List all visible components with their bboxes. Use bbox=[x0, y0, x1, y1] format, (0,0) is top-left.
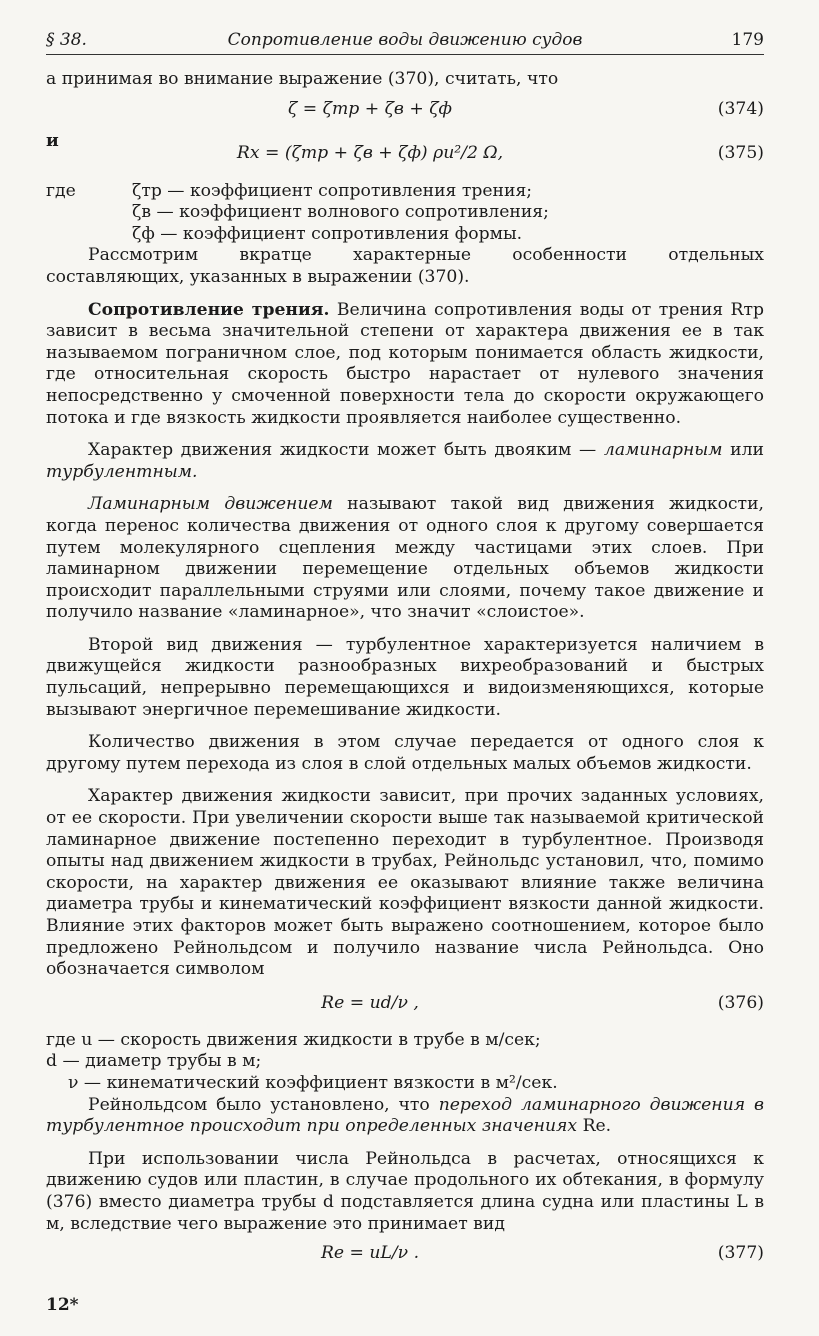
body-text bbox=[46, 69, 764, 1267]
equation-number: (376) bbox=[717, 992, 764, 1013]
equation-376 bbox=[46, 983, 764, 1019]
emphasis: Ламинарным движением bbox=[88, 494, 333, 515]
equation-number: (374) bbox=[717, 98, 764, 119]
definition-item: ζв — коэффициент волнового сопротивления; bbox=[132, 202, 549, 223]
definition-item: ζтр — коэффициент сопротивления трения; bbox=[132, 180, 533, 201]
emphasis: переход ламинарного движения в турбулентное происходит при определенных значениях bbox=[46, 1094, 764, 1137]
definition-item: ν — кинематический коэффициент вязкости в м²/сек. bbox=[68, 1072, 558, 1093]
paragraph-text: Re. bbox=[582, 1116, 612, 1137]
page bbox=[46, 30, 764, 1320]
page-number: 179 bbox=[731, 30, 764, 50]
equation-number: (377) bbox=[717, 1243, 764, 1264]
equation-formula: ζ = ζтр + ζв + ζф bbox=[287, 98, 452, 119]
paragraph: Характер движения жидкости зависит, при прочих заданных условиях, от ее скорости. При увеличении скорости выше так называемой критической ламинарное движение постепенно переходит в турбулентное. Производя опыты над движением жидкости в трубах, Рейнольдс установил, что, помимо скорости, на характер движения ее оказывают влияние также величина диаметра трубы и кинематический коэффициент вязкости данной жидкости. Влияние этих факторов может быть выражено соотношением, которое было предложено Рейнольдсом и получило название числа Рейнольдса. Оно обозначается символом bbox=[46, 786, 764, 980]
definition-item: ζф — коэффициент сопротивления формы. bbox=[132, 223, 523, 244]
paragraph bbox=[46, 1095, 764, 1138]
paragraph bbox=[46, 494, 764, 624]
definition-item: d — диаметр трубы в м; bbox=[46, 1051, 262, 1072]
definitions-list bbox=[46, 181, 764, 246]
paragraph-text: называют такой вид движения жидкости, когда перенос количества движения от одного слоя к другому совершается путем молекулярного сцепления между частицами этих слоев. При ламинарном движении перемещение отдельных объемов жидкости происходит параллельными струями или слоями, почему такое движение и получило название «ламинарное», что значит «слоистое». bbox=[46, 494, 764, 623]
section-number: § 38. bbox=[46, 30, 87, 50]
paragraph: При использовании числа Рейнольдса в расчетах, относящихся к движению судов или пластин, в случае продольного их обтекания, в формулу (376) вместо диаметра трубы d подставляется длина судна или пластины L в м, вследствие чего выражение это принимает вид bbox=[46, 1148, 764, 1234]
paragraph-text: Характер движения жидкости может быть двояким — bbox=[88, 440, 597, 461]
paragraph-text: Величина сопротивления воды от трения Rтр зависит в весьма значительной степени от характера движения ее в так называемом пограничном слое, под которым понимается область жидкости, где относительная скорость быстро нарастает от нулевого значения непосредственно у смоченной поверхности тела до скорости окружающего потока и где вязкость жидкости проявляется наиболее существенно. bbox=[46, 299, 765, 428]
conjunction: и bbox=[46, 130, 59, 151]
printer-signature: 12* bbox=[46, 1295, 79, 1315]
page-header bbox=[46, 30, 764, 55]
equation-375 bbox=[46, 125, 764, 163]
equation-formula: Re = uL/ν . bbox=[320, 1243, 420, 1264]
paragraph: Количество движения в этом случае передается от одного слоя к другому путем перехода из слоя в слой отдельных малых объемов жидкости. bbox=[46, 732, 764, 774]
paragraph bbox=[46, 300, 764, 430]
section-heading: Сопротивление трения. bbox=[88, 299, 330, 320]
paragraph-text: Рейнольдсом было установлено, что bbox=[88, 1094, 430, 1115]
intro-line: а принимая во внимание выражение (370), считать, что bbox=[46, 69, 559, 89]
where-word: где bbox=[46, 180, 76, 201]
equation-formula: Re = ud/ν , bbox=[321, 992, 419, 1013]
equation-374 bbox=[46, 93, 764, 123]
equation-formula: Rx = (ζтр + ζв + ζф) ρu²/2 Ω, bbox=[236, 142, 504, 163]
paragraph: Второй вид движения — турбулентное характеризуется наличием в движущейся жидкости разнообразных вихреобразований и быстрых пульсаций, непрерывно перемещающихся и видоизменяющихся, которые вызывают энергичное перемешивание жидкости. bbox=[46, 634, 764, 720]
symbols-list bbox=[46, 1030, 764, 1095]
equation-number: (375) bbox=[717, 142, 764, 163]
paragraph: Рассмотрим вкратце характерные особенности отдельных составляющих, указанных в выражении (370). bbox=[46, 245, 764, 287]
paragraph bbox=[46, 440, 764, 483]
definition-item: где u — скорость движения жидкости в трубе в м/сек; bbox=[46, 1029, 541, 1050]
emphasis: турбулентным. bbox=[46, 461, 198, 482]
running-title: Сопротивление воды движению судов bbox=[227, 30, 583, 50]
paragraph-text: или bbox=[730, 440, 765, 461]
equation-377 bbox=[46, 1237, 764, 1267]
emphasis: ламинарным bbox=[603, 440, 723, 461]
